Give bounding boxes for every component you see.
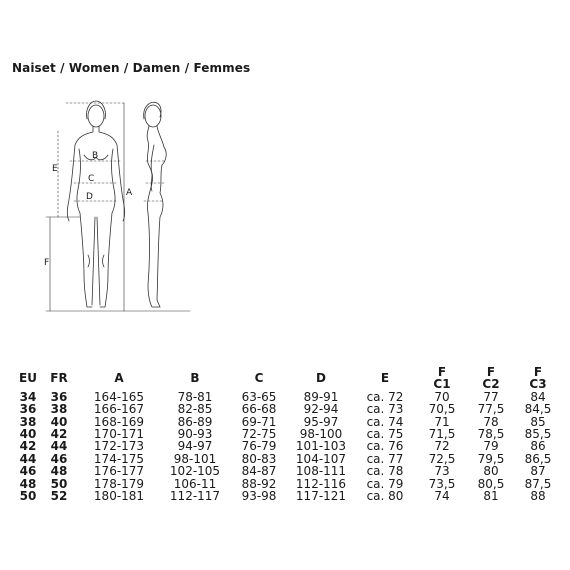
cell-c: 69-71 xyxy=(241,414,277,429)
cell-c: 80-83 xyxy=(241,451,277,466)
header-f-c3 xyxy=(516,366,560,391)
cell-f-c3: 88 xyxy=(530,489,546,504)
cell-f-c1: 72 xyxy=(434,439,450,454)
cell-b: 94-97 xyxy=(177,439,213,454)
cell-eu: 40 xyxy=(19,427,37,442)
cell-a: 166-167 xyxy=(93,402,145,417)
cell-b: 102-105 xyxy=(169,464,221,479)
cell-f-c2: 80 xyxy=(483,464,499,479)
cell-f-c1: 70,5 xyxy=(428,402,456,417)
cell-f-c2: 78,5 xyxy=(477,427,505,442)
label-e: E xyxy=(52,164,58,174)
page-title: Naiset / Women / Damen / Femmes xyxy=(12,61,251,75)
cell-d: 104-107 xyxy=(295,451,347,466)
header-f-letter: F xyxy=(533,365,543,379)
table-row xyxy=(14,465,560,477)
header-f-letter: F xyxy=(486,365,496,379)
cell-b: 98-101 xyxy=(173,451,217,466)
label-c: C xyxy=(88,174,95,184)
cell-d: 117-121 xyxy=(295,489,347,504)
cell-f-c2: 77 xyxy=(483,389,499,404)
header-c2: C2 xyxy=(482,377,500,392)
cell-f-c3: 85 xyxy=(530,414,546,429)
cell-f-c2: 78 xyxy=(483,414,499,429)
cell-f-c2: 80,5 xyxy=(477,476,505,491)
cell-f-c1: 73 xyxy=(434,464,450,479)
cell-a: 176-177 xyxy=(93,464,145,479)
cell-d: 89-91 xyxy=(303,389,339,404)
cell-eu: 36 xyxy=(19,402,37,417)
cell-c: 66-68 xyxy=(241,402,277,417)
cell-fr: 40 xyxy=(50,414,68,429)
cell-d: 101-103 xyxy=(295,439,347,454)
cell-f-c3: 84,5 xyxy=(524,402,552,417)
header-a: A xyxy=(114,371,124,386)
table-row xyxy=(14,403,560,415)
cell-f-c1: 70 xyxy=(434,389,450,404)
cell-b: 86-89 xyxy=(177,414,213,429)
header-d: D xyxy=(316,371,326,386)
label-f: F xyxy=(44,258,50,268)
cell-e: ca. 73 xyxy=(366,402,404,417)
cell-d: 92-94 xyxy=(303,402,339,417)
cell-fr: 36 xyxy=(50,389,68,404)
header-c: C xyxy=(254,371,264,386)
cell-d: 108-111 xyxy=(295,464,347,479)
cell-e: ca. 78 xyxy=(366,464,404,479)
cell-eu: 42 xyxy=(19,439,37,454)
cell-f-c2: 79,5 xyxy=(477,451,505,466)
cell-eu: 34 xyxy=(19,389,37,404)
cell-fr: 48 xyxy=(50,464,68,479)
cell-eu: 50 xyxy=(19,489,37,504)
cell-e: ca. 74 xyxy=(366,414,404,429)
front-figure xyxy=(67,101,124,307)
cell-f-c1: 71 xyxy=(434,414,450,429)
cell-c: 93-98 xyxy=(241,489,277,504)
cell-c: 72-75 xyxy=(241,427,277,442)
cell-f-c1: 71,5 xyxy=(428,427,456,442)
header-c1: C1 xyxy=(433,377,451,392)
cell-eu: 46 xyxy=(19,464,37,479)
cell-f-c3: 87 xyxy=(530,464,546,479)
cell-f-c3: 84 xyxy=(530,389,546,404)
cell-f-c3: 87,5 xyxy=(524,476,552,491)
cell-a: 164-165 xyxy=(93,389,145,404)
size-table xyxy=(14,366,560,502)
cell-a: 168-169 xyxy=(93,414,145,429)
cell-a: 172-173 xyxy=(93,439,145,454)
cell-b: 106-11 xyxy=(173,476,217,491)
cell-c: 88-92 xyxy=(241,476,277,491)
cell-e: ca. 80 xyxy=(366,489,404,504)
cell-f-c3: 86 xyxy=(530,439,546,454)
cell-f-c3: 85,5 xyxy=(524,427,552,442)
cell-eu: 38 xyxy=(19,414,37,429)
cell-e: ca. 77 xyxy=(366,451,404,466)
header-f-letter: F xyxy=(437,365,447,379)
header-e: E xyxy=(380,371,390,386)
cell-b: 82-85 xyxy=(177,402,213,417)
cell-eu: 44 xyxy=(19,451,37,466)
label-a: A xyxy=(126,188,133,198)
cell-f-c3: 86,5 xyxy=(524,451,552,466)
cell-eu: 48 xyxy=(19,476,37,491)
cell-f-c1: 72,5 xyxy=(428,451,456,466)
header-eu: EU xyxy=(19,371,37,386)
cell-f-c1: 74 xyxy=(434,489,450,504)
cell-f-c2: 81 xyxy=(483,489,499,504)
cell-fr: 46 xyxy=(50,451,68,466)
cell-b: 90-93 xyxy=(177,427,213,442)
cell-e: ca. 79 xyxy=(366,476,404,491)
cell-c: 76-79 xyxy=(241,439,277,454)
cell-e: ca. 76 xyxy=(366,439,404,454)
table-row xyxy=(14,440,560,452)
cell-c: 84-87 xyxy=(241,464,277,479)
cell-f-c2: 79 xyxy=(483,439,499,454)
header-b: B xyxy=(190,371,200,386)
cell-f-c1: 73,5 xyxy=(428,476,456,491)
label-b: B xyxy=(92,151,99,161)
cell-d: 112-116 xyxy=(295,476,347,491)
cell-e: ca. 75 xyxy=(366,427,404,442)
header-c3: C3 xyxy=(529,377,547,392)
cell-a: 174-175 xyxy=(93,451,145,466)
size-table-body xyxy=(14,391,560,503)
header-fr: FR xyxy=(50,371,68,386)
cell-a: 178-179 xyxy=(93,476,145,491)
cell-f-c2: 77,5 xyxy=(477,402,505,417)
table-header-row xyxy=(14,366,560,391)
header-f-c2 xyxy=(466,366,516,391)
cell-d: 95-97 xyxy=(303,414,339,429)
cell-d: 98-100 xyxy=(299,427,343,442)
cell-fr: 38 xyxy=(50,402,68,417)
table-row xyxy=(14,490,560,502)
side-figure xyxy=(144,102,166,307)
cell-fr: 52 xyxy=(50,489,68,504)
cell-fr: 44 xyxy=(50,439,68,454)
header-f-c1 xyxy=(418,366,466,391)
body-measurement-figure xyxy=(40,95,200,320)
cell-fr: 50 xyxy=(50,476,68,491)
cell-fr: 42 xyxy=(50,427,68,442)
cell-a: 170-171 xyxy=(93,427,145,442)
cell-c: 63-65 xyxy=(241,389,277,404)
cell-b: 78-81 xyxy=(177,389,213,404)
label-d: D xyxy=(86,192,93,202)
cell-a: 180-181 xyxy=(93,489,145,504)
cell-e: ca. 72 xyxy=(366,389,404,404)
cell-b: 112-117 xyxy=(169,489,221,504)
